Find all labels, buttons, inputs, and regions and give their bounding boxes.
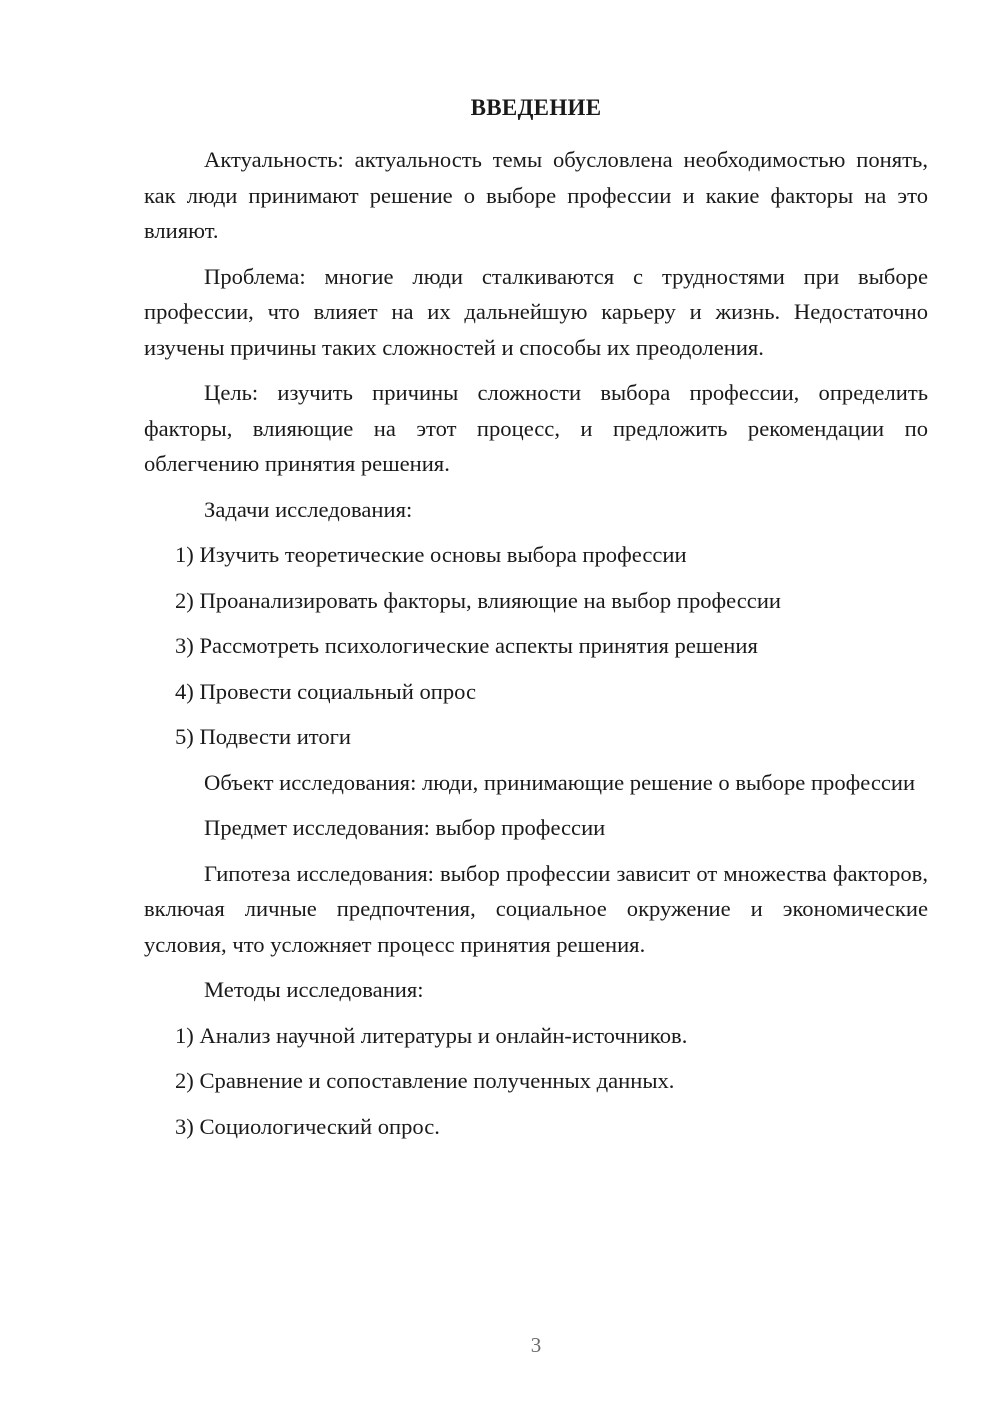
relevance-paragraph: Актуальность: актуальность темы обусловлена необходимостью понять, как люди принимают решение о выборе профессии и какие факторы на это влияют. bbox=[144, 147, 928, 243]
methods-list bbox=[144, 1018, 928, 1145]
task-item: 4) Провести социальный опрос bbox=[175, 678, 477, 704]
page-number: 3 bbox=[530, 1333, 542, 1357]
method-item: 1) Анализ научной литературы и онлайн-источников. bbox=[175, 1022, 688, 1048]
hypothesis-paragraph: Гипотеза исследования: выбор профессии зависит от множества факторов, включая личные предпочтения, социальное окружение и экономические условия, что усложняет процесс принятия решения. bbox=[144, 860, 928, 957]
method-item: 2) Сравнение и сопоставление полученных данных. bbox=[175, 1068, 675, 1093]
method-item: 3) Социологический опрос. bbox=[175, 1113, 440, 1139]
methods-label: Методы исследования: bbox=[204, 977, 424, 1002]
task-item: 2) Проанализировать факторы, влияющие на выбор профессии bbox=[175, 587, 782, 613]
tasks-list bbox=[144, 537, 928, 755]
problem-paragraph: Проблема: многие люди сталкиваются с трудностями при выборе профессии, что влияет на их дальнейшую карьеру и жизнь. Недостаточно изучены причины таких сложностей и способы их преодоления. bbox=[144, 263, 928, 360]
page-title: ВВЕДЕНИЕ bbox=[470, 95, 602, 120]
subject-paragraph: Предмет исследования: выбор профессии bbox=[204, 815, 606, 840]
task-item: 3) Рассмотреть психологические аспекты принятия решения bbox=[175, 633, 758, 658]
object-paragraph: Объект исследования: люди, принимающие решение о выборе профессии bbox=[204, 769, 916, 795]
goal-paragraph: Цель: изучить причины сложности выбора профессии, определить факторы, влияющие на этот процесс, и предложить рекомендации по облегчению принятия решения. bbox=[144, 380, 928, 476]
task-item: 1) Изучить теоретические основы выбора профессии bbox=[175, 542, 687, 567]
tasks-label: Задачи исследования: bbox=[204, 496, 413, 522]
task-item: 5) Подвести итоги bbox=[175, 724, 352, 749]
document-body bbox=[144, 142, 928, 1154]
